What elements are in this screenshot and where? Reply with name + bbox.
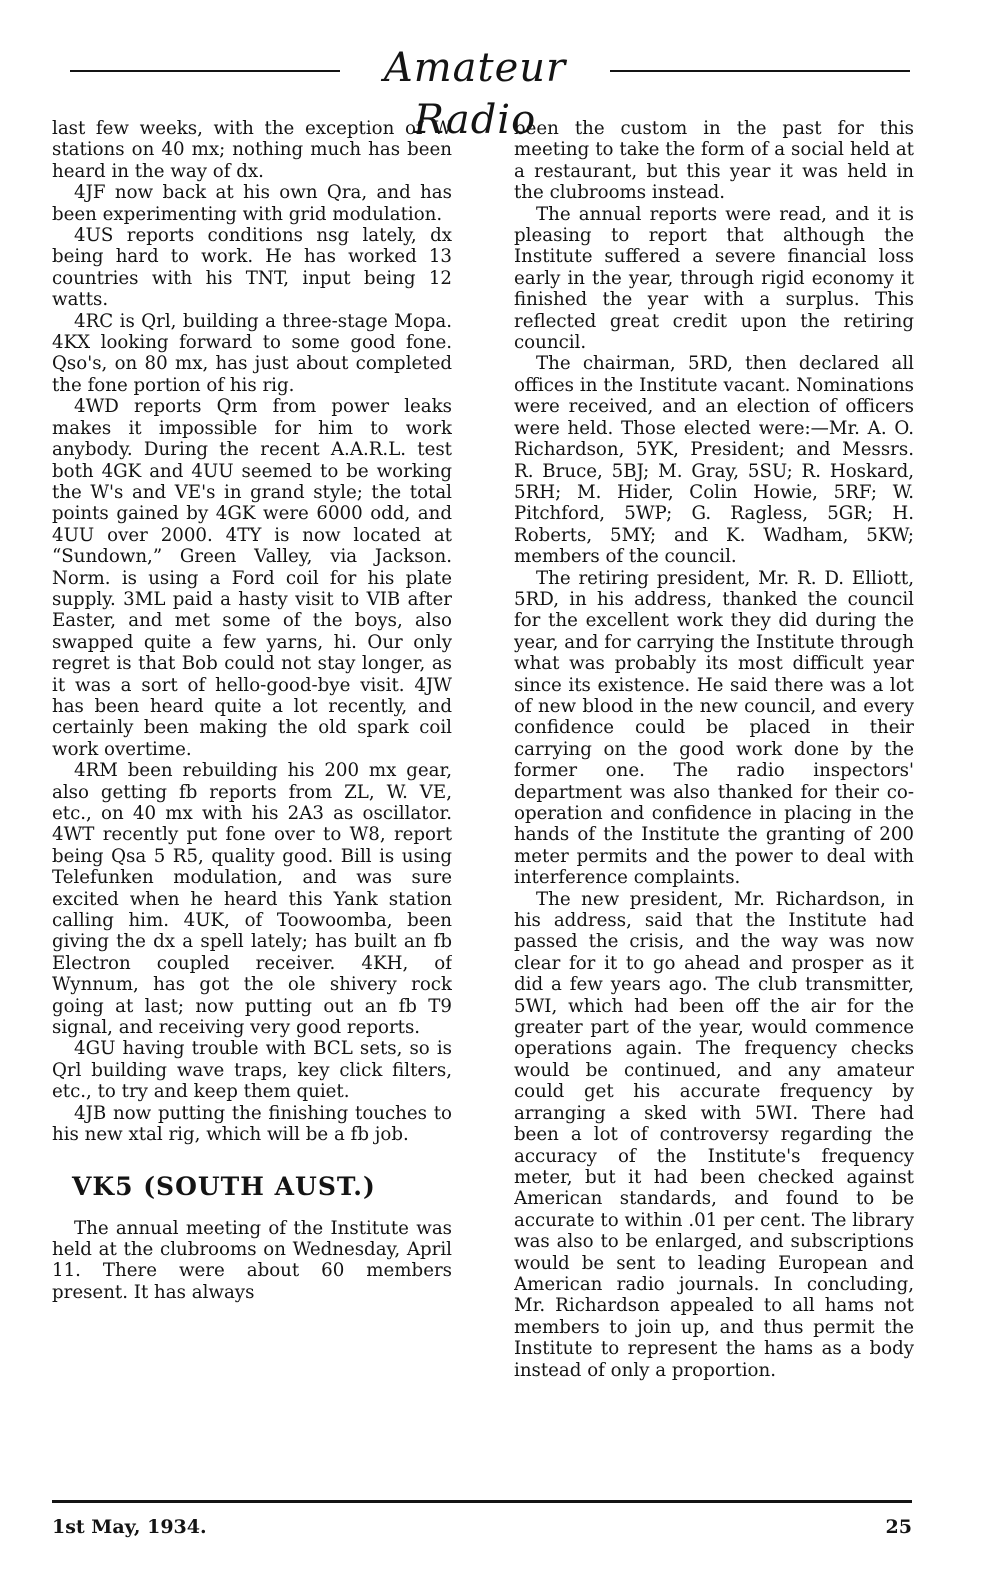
- paragraph: 4JF now back at his own Qra, and has been experimenting with grid modulation.: [52, 182, 452, 225]
- paragraph: The annual meeting of the Institute was held at the clubrooms on Wednesday, April 11. There were about 60 members present. It has always: [52, 1217, 452, 1303]
- footer-rule: [52, 1500, 912, 1503]
- masthead: [70, 42, 910, 143]
- issue-date: 1st May, 1934.: [52, 1516, 207, 1538]
- publication-title: Amateur Radio: [383, 45, 567, 143]
- paragraph: last few weeks, with the exception of W stations on 40 mx; nothing much has been heard in the way of dx.: [52, 118, 452, 182]
- right-column: [514, 118, 914, 1483]
- paragraph: The retiring president, Mr. R. D. Elliott, 5RD, in his address, thanked the council for the excellent work they did during the year, and for carrying the Institute through what was probably its most difficult year since its existence. He said there was a lot of new blood in the new council, and every confidence could be placed in their carrying on the good work done by the former one. The radio inspectors' department was also thanked for their co-operation and confidence in placing in the hands of the Institute the granting of 200 meter permits and the power to deal with interference complaints.: [514, 567, 914, 889]
- left-column: [52, 118, 452, 1483]
- page-number: 25: [885, 1516, 912, 1538]
- paragraph: The new president, Mr. Richardson, in his address, said that the Institute had passed the crisis, and the way was now clear for it to go ahead and prosper as it did a few years ago. The club transmitter, 5WI, which had been off the air for the greater part of the year, would commence operations again. The frequency checks would be continued, and any amateur could get his accurate frequency by arranging a sked with 5WI. There had been a lot of controversy regarding the accuracy of the Institute's frequency meter, but it had been checked against American standards, and found to be accurate to within .01 per cent. The library was also to be enlarged, and subscriptions would be sent to leading European and American radio journals. In concluding, Mr. Richardson appealed to all hams not members to join up, and thus permit the Institute to represent the hams as a body instead of only a proportion.: [514, 888, 914, 1381]
- paragraph: 4RC is Qrl, building a three-stage Mopa. 4KX looking forward to some good fone. Qso's, on 80 mx, has just about completed the fone portion of his rig.: [52, 310, 452, 396]
- paragraph: been the custom in the past for this meeting to take the form of a social held at a restaurant, but this year it was held in the clubrooms instead.: [514, 118, 914, 204]
- paragraph: 4GU having trouble with BCL sets, so is Qrl building wave traps, key click filters, etc., to try and keep them quiet.: [52, 1038, 452, 1103]
- masthead-rule-left: [70, 70, 340, 72]
- paragraph: 4JB now putting the finishing touches to his new xtal rig, which will be a fb job.: [52, 1102, 452, 1146]
- paragraph: The chairman, 5RD, then declared all offices in the Institute vacant. Nominations were received, and an election of officers were held. Those elected were:—Mr. A. O. Richardson, 5YK, President; and Messrs. R. Bruce, 5BJ; M. Gray, 5SU; R. Hoskard, 5RH; M. Hider, Colin Howie, 5RF; W. Pitchford, 5WP; G. Ragless, 5GR; H. Roberts, 5MY; and K. Wadham, 5KW; members of the council.: [514, 353, 914, 568]
- masthead-rule-right: [610, 70, 910, 72]
- paragraph: 4RM been rebuilding his 200 mx gear, also getting fb reports from ZL, W. VE, etc., on 40 mx with his 2A3 as oscillator. 4WT recently put fone over to W8, report being Qsa 5 R5, quality good. Bill is using Telefunken modulation, and was sure excited when he heard this Yank station calling him. 4UK, of Toowoomba, been giving the dx a spell lately; has built an fb Electron coupled receiver. 4KH, of Wynnum, has got the ole shivery rock going at last; now putting out an fb T9 signal, and receiving very good reports.: [52, 760, 452, 1039]
- paragraph: 4US reports conditions nsg lately, dx being hard to work. He has worked 13 countries with his TNT, input being 12 watts.: [52, 225, 452, 311]
- paragraph: The annual reports were read, and it is pleasing to report that although the Institute suffered a severe financial loss early in the year, through rigid economy it finished the year with a surplus. This reflected great credit upon the retiring council.: [514, 203, 914, 354]
- paragraph: 4WD reports Qrm from power leaks makes it impossible for him to work anybody. During the recent A.A.R.L. test both 4GK and 4UU seemed to be working the W's and VE's in grand style; the total points gained by 4GK were 6000 odd, and 4UU over 2000. 4TY is now located at “Sundown,” Green Valley, via Jackson. Norm. is using a Ford coil for his plate supply. 3ML paid a hasty visit to VIB after Easter, and met some of the boys, also swapped quite a few yarns, hi. Our only regret is that Bob could not stay longer, as it was a sort of hello-good-bye visit. 4JW has been heard quite a lot recently, and certainly been making the old spark coil work overtime.: [52, 396, 452, 760]
- section-heading: VK5 (SOUTH AUST.): [72, 1171, 376, 1201]
